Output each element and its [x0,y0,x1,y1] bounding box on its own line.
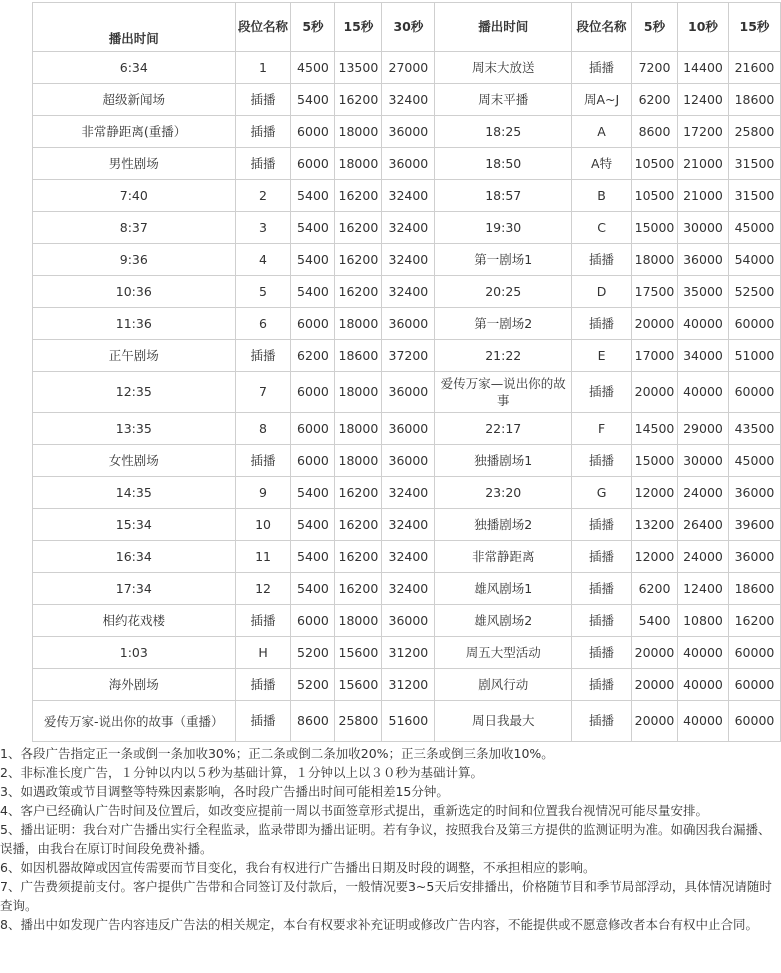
note-item: 3、如遇政策或节目调整等特殊因素影响，各时段广告播出时间可能相差15分钟。 [0,784,449,799]
table-cell: 40000 [678,372,729,413]
table-cell: 24000 [678,477,729,509]
table-cell: 52500 [728,276,780,308]
header-cell: 30秒 [382,3,435,52]
table-cell: 24000 [678,541,729,573]
table-cell: 12000 [632,477,678,509]
table-cell: 29000 [678,413,729,445]
table-cell: 10:36 [33,276,236,308]
table-cell: 5400 [632,605,678,637]
table-cell: 51000 [728,340,780,372]
table-cell: 插播 [235,116,291,148]
table-cell: 17500 [632,276,678,308]
table-cell: 30000 [678,212,729,244]
table-cell: 非常静距离 [435,541,572,573]
table-cell: 6000 [291,148,335,180]
table-cell: 36000 [382,148,435,180]
table-cell: 5200 [291,669,335,701]
table-cell: 20:25 [435,276,572,308]
table-cell: 插播 [572,308,632,340]
header-cell: 15秒 [335,3,382,52]
table-cell: 9:36 [33,244,236,276]
table-cell: 18000 [335,372,382,413]
table-cell: 男性剧场 [33,148,236,180]
table-cell: C [572,212,632,244]
table-cell: 18000 [335,116,382,148]
table-cell: 60000 [728,637,780,669]
table-cell: 12 [235,573,291,605]
table-cell: 插播 [572,637,632,669]
table-cell: 26400 [678,509,729,541]
table-cell: 13500 [335,52,382,84]
table-cell: 32400 [382,244,435,276]
table-cell: 10 [235,509,291,541]
header-cell: 5秒 [291,3,335,52]
table-cell: 11 [235,541,291,573]
table-row [33,637,781,669]
table-cell: 36000 [382,308,435,340]
table-cell: 5400 [291,84,335,116]
table-cell: 20000 [632,701,678,742]
table-row [33,340,781,372]
note-item: 8、播出中如发现广告内容违反广告法的相关规定，本台有权要求补充证明或修改广告内容，不能提供或不愿意修改者本台有权中止合同。 [0,917,758,932]
table-cell: 16200 [335,541,382,573]
table-cell: 18000 [335,445,382,477]
table-cell: 22:17 [435,413,572,445]
table-cell: 32400 [382,84,435,116]
table-cell: 超级新闻场 [33,84,236,116]
table-cell: E [572,340,632,372]
note-item: 7、广告费须提前支付。客户提供广告带和合同签订及付款后，一般情况要3~5天后安排播出，价格随节目和季节局部浮动，具体情况请随时查询。 [0,879,772,913]
table-row [33,701,781,742]
table-cell: 1:03 [33,637,236,669]
table-cell: 17:34 [33,573,236,605]
table-cell: 独播剧场2 [435,509,572,541]
table-cell: 6000 [291,372,335,413]
table-cell: 周A~J [572,84,632,116]
table-row [33,573,781,605]
table-cell: 60000 [728,308,780,340]
table-cell: 18:50 [435,148,572,180]
table-cell: 18600 [728,84,780,116]
table-row [33,244,781,276]
table-cell: 40000 [678,669,729,701]
table-cell: 36000 [382,445,435,477]
table-cell: 5400 [291,180,335,212]
table-cell: B [572,180,632,212]
table-cell: 6 [235,308,291,340]
table-cell: 4500 [291,52,335,84]
table-cell: 16:34 [33,541,236,573]
table-cell: 31500 [728,148,780,180]
table-cell: 20000 [632,637,678,669]
note-item: 4、客户已经确认广告时间及位置后，如改变应提前一周以书面签章形式提出，重新选定的时间和位置我台视情况可能尽量安排。 [0,803,708,818]
table-cell: 12400 [678,84,729,116]
table-cell: 5 [235,276,291,308]
table-cell: 9 [235,477,291,509]
table-cell: 17000 [632,340,678,372]
table-cell: H [235,637,291,669]
table-row [33,308,781,340]
table-cell: 10800 [678,605,729,637]
table-cell: 32400 [382,573,435,605]
table-cell: 36000 [678,244,729,276]
table-cell: 36000 [382,605,435,637]
table-cell: 5400 [291,477,335,509]
table-cell: 5400 [291,212,335,244]
table-cell: 第一剧场1 [435,244,572,276]
table-cell: 54000 [728,244,780,276]
table-cell: 36000 [382,413,435,445]
table-cell: 21:22 [435,340,572,372]
table-cell: 16200 [335,84,382,116]
table-cell: 30000 [678,445,729,477]
table-cell: 雄风剧场2 [435,605,572,637]
table-cell: 16200 [335,212,382,244]
table-cell: 45000 [728,212,780,244]
table-row [33,413,781,445]
note-item: 1、各段广告指定正一条或倒一条加收30%；正二条或倒二条加收20%；正三条或倒三条加收10%。 [0,746,554,761]
table-cell: 36000 [728,541,780,573]
table-cell: 插播 [235,340,291,372]
table-row [33,445,781,477]
table-cell: 剧风行动 [435,669,572,701]
table-cell: 13:35 [33,413,236,445]
table-cell: 非常静距离(重播） [33,116,236,148]
table-cell: 35000 [678,276,729,308]
table-cell: 第一剧场2 [435,308,572,340]
table-cell: 7200 [632,52,678,84]
table-row [33,84,781,116]
table-cell: 32400 [382,276,435,308]
table-cell: 周末平播 [435,84,572,116]
table-cell: 34000 [678,340,729,372]
table-cell: 39600 [728,509,780,541]
table-cell: 14:35 [33,477,236,509]
table-cell: 18:25 [435,116,572,148]
table-cell: 60000 [728,372,780,413]
table-cell: 1 [235,52,291,84]
table-row [33,116,781,148]
table-cell: 爱传万家-说出你的故事（重播） [33,701,236,742]
table-cell: 25800 [335,701,382,742]
table-cell: 18000 [632,244,678,276]
table-cell: 14500 [632,413,678,445]
rate-table-body [33,3,781,742]
table-cell: 插播 [572,372,632,413]
table-cell: 5400 [291,244,335,276]
table-cell: 插播 [572,669,632,701]
table-cell: 36000 [382,116,435,148]
table-row [33,669,781,701]
table-cell: 4 [235,244,291,276]
table-cell: 21000 [678,180,729,212]
table-cell: 相约花戏楼 [33,605,236,637]
table-cell: 51600 [382,701,435,742]
table-cell: 女性剧场 [33,445,236,477]
table-cell: 5400 [291,509,335,541]
table-row [33,605,781,637]
table-row [33,541,781,573]
header-cell: 播出时间 [33,3,236,52]
table-cell: 18000 [335,148,382,180]
table-cell: 10500 [632,180,678,212]
table-cell: F [572,413,632,445]
table-row [33,212,781,244]
table-cell: 16200 [335,244,382,276]
table-header-row [33,3,781,52]
table-cell: 6200 [291,340,335,372]
table-cell: 36000 [728,477,780,509]
table-cell: 60000 [728,669,780,701]
table-cell: 20000 [632,372,678,413]
table-cell: 6000 [291,605,335,637]
table-cell: 15600 [335,637,382,669]
table-cell: 6000 [291,308,335,340]
table-cell: 6:34 [33,52,236,84]
table-cell: 25800 [728,116,780,148]
table-cell: 插播 [572,605,632,637]
header-cell: 段位名称 [235,3,291,52]
header-cell: 播出时间 [435,3,572,52]
table-cell: 5200 [291,637,335,669]
table-cell: 32400 [382,180,435,212]
table-cell: 20000 [632,308,678,340]
table-cell: 5400 [291,541,335,573]
table-cell: 插播 [572,701,632,742]
rate-table [32,2,781,742]
notes-section [0,744,781,934]
table-cell: 插播 [572,573,632,605]
table-cell: 8:37 [33,212,236,244]
table-cell: 31500 [728,180,780,212]
table-cell: G [572,477,632,509]
table-cell: 插播 [572,541,632,573]
table-cell: 7 [235,372,291,413]
table-cell: 6200 [632,573,678,605]
table-cell: 15000 [632,212,678,244]
table-cell: 32400 [382,541,435,573]
table-row [33,52,781,84]
table-cell: 10500 [632,148,678,180]
table-cell: 23:20 [435,477,572,509]
table-row [33,148,781,180]
table-cell: 32400 [382,509,435,541]
table-cell: 13200 [632,509,678,541]
header-cell: 10秒 [678,3,729,52]
table-cell: 21600 [728,52,780,84]
table-cell: 6000 [291,413,335,445]
table-cell: 8600 [291,701,335,742]
table-cell: 12:35 [33,372,236,413]
table-cell: 插播 [572,445,632,477]
table-cell: 16200 [335,276,382,308]
table-cell: 20000 [632,669,678,701]
table-cell: 5400 [291,276,335,308]
table-cell: 18000 [335,413,382,445]
table-cell: 海外剧场 [33,669,236,701]
table-cell: 爱传万家—说出你的故事 [435,372,572,413]
table-cell: 3 [235,212,291,244]
table-cell: 周日我最大 [435,701,572,742]
table-cell: 15:34 [33,509,236,541]
table-cell: 15000 [632,445,678,477]
table-cell: 周末大放送 [435,52,572,84]
table-cell: 16200 [335,509,382,541]
table-cell: 18600 [335,340,382,372]
table-cell: 15600 [335,669,382,701]
table-cell: 18000 [335,308,382,340]
table-cell: 插播 [235,669,291,701]
note-item: 2、非标准长度广告，１分钟以内以５秒为基础计算，１分钟以上以３０秒为基础计算。 [0,765,483,780]
table-cell: A [572,116,632,148]
table-cell: 18600 [728,573,780,605]
table-row [33,477,781,509]
table-cell: 27000 [382,52,435,84]
table-cell: 18000 [335,605,382,637]
table-row [33,372,781,413]
table-cell: 6200 [632,84,678,116]
header-cell: 5秒 [632,3,678,52]
table-cell: 16200 [335,477,382,509]
table-cell: 31200 [382,637,435,669]
table-cell: 14400 [678,52,729,84]
note-item: 6、如因机器故障或因宣传需要而节目变化，我台有权进行广告播出日期及时段的调整，不承担相应的影响。 [0,860,596,875]
table-row [33,509,781,541]
table-cell: 2 [235,180,291,212]
table-cell: 插播 [572,509,632,541]
table-cell: 6000 [291,116,335,148]
table-cell: 36000 [382,372,435,413]
table-cell: 11:36 [33,308,236,340]
table-cell: 32400 [382,212,435,244]
table-cell: 插播 [235,445,291,477]
table-cell: 31200 [382,669,435,701]
table-cell: 插播 [235,148,291,180]
table-cell: 插播 [572,52,632,84]
table-cell: 独播剧场1 [435,445,572,477]
table-cell: 正午剧场 [33,340,236,372]
table-cell: 40000 [678,701,729,742]
table-cell: 16200 [335,180,382,212]
table-cell: 60000 [728,701,780,742]
table-cell: 16200 [728,605,780,637]
header-cell: 15秒 [728,3,780,52]
header-cell: 段位名称 [572,3,632,52]
table-cell: 37200 [382,340,435,372]
table-cell: 18:57 [435,180,572,212]
note-item: 5、播出证明：我台对广告播出实行全程监录，监录带即为播出证明。若有争议，按照我台及第三方提供的监测证明为准。如确因我台漏播、误播，由我台在原订时间段免费补播。 [0,822,771,856]
table-cell: 插播 [235,701,291,742]
table-cell: 8600 [632,116,678,148]
table-cell: 21000 [678,148,729,180]
table-cell: 17200 [678,116,729,148]
table-cell: A特 [572,148,632,180]
table-cell: 5400 [291,573,335,605]
table-cell: 插播 [235,605,291,637]
table-row [33,276,781,308]
table-cell: 插播 [235,84,291,116]
table-cell: 周五大型活动 [435,637,572,669]
table-row [33,180,781,212]
table-cell: 16200 [335,573,382,605]
table-cell: 32400 [382,477,435,509]
table-cell: 6000 [291,445,335,477]
table-cell: 12400 [678,573,729,605]
table-cell: 插播 [572,244,632,276]
table-cell: 40000 [678,637,729,669]
table-cell: D [572,276,632,308]
table-cell: 40000 [678,308,729,340]
table-cell: 43500 [728,413,780,445]
table-cell: 12000 [632,541,678,573]
table-cell: 8 [235,413,291,445]
table-cell: 雄风剧场1 [435,573,572,605]
table-cell: 19:30 [435,212,572,244]
table-cell: 45000 [728,445,780,477]
table-cell: 7:40 [33,180,236,212]
